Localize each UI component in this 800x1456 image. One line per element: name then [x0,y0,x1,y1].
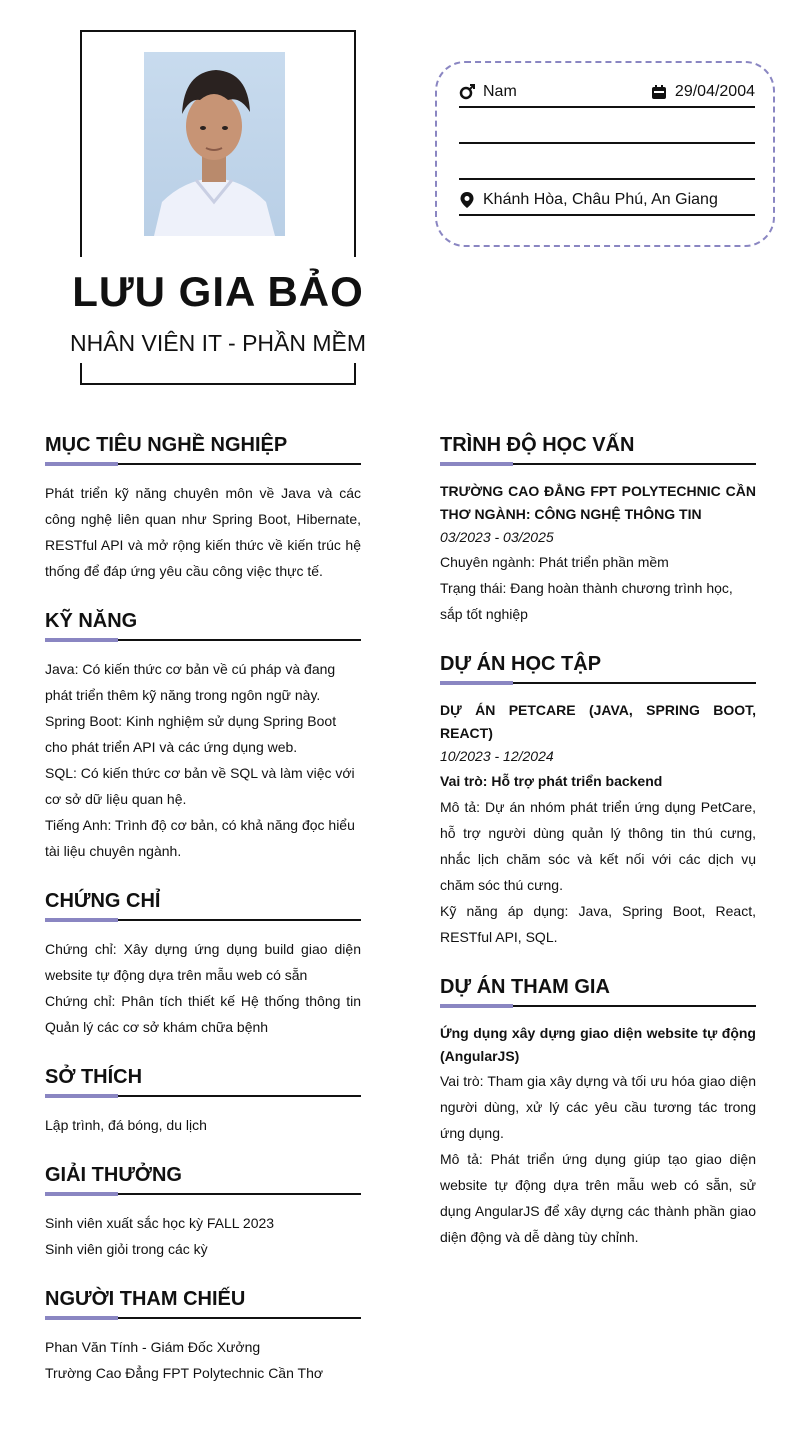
section-title: CHỨNG CHỈ [45,890,161,912]
info-divider [459,106,755,108]
contact-info-box [435,61,775,247]
frame-border-top [80,30,356,32]
info-divider [459,178,755,180]
skill-item: Spring Boot: Kinh nghiệm sử dụng Spring Boot cho phát triển API và các ứng dụng web. [45,713,337,755]
section-skills [45,608,361,864]
award-item: Sinh viên xuất sắc học kỳ FALL 2023 [45,1215,275,1231]
section-title: TRÌNH ĐỘ HỌC VẤN [440,434,635,456]
education-period: 03/2023 - 03/2025 [440,529,554,545]
email-row [459,155,755,175]
section-references [45,1286,361,1386]
section-objective [45,432,361,584]
section-rule [440,462,756,466]
reference-item: Trường Cao Đẳng FPT Polytechnic Cần Thơ [45,1365,324,1381]
skill-item: Tiếng Anh: Trình độ cơ bản, có khả năng đọc hiểu tài liệu chuyên ngành. [45,817,355,859]
section-rule [45,638,361,642]
section-awards [45,1162,361,1262]
project-role: Vai trò: Tham gia xây dựng và tối ưu hóa giao diện người dùng, xử lý các yêu cầu tương tác trong ứng dụng. [440,1073,756,1141]
hobbies-text: Lập trình, đá bóng, du lịch [45,1117,207,1133]
project-skills: Kỹ năng áp dụng: Java, Spring Boot, React, RESTful API, SQL. [440,903,756,945]
education-major: Chuyên ngành: Phát triển phần mềm [440,554,669,570]
section-joined-project [440,974,756,1250]
calendar-icon [651,84,667,100]
section-title: MỤC TIÊU NGHỀ NGHIỆP [45,434,288,456]
section-title: DỰ ÁN HỌC TẬP [440,653,602,675]
section-title: KỸ NĂNG [45,610,138,632]
address-value: Khánh Hòa, Châu Phú, An Giang [483,191,718,208]
section-study-project [440,651,756,950]
section-title: NGƯỜI THAM CHIẾU [45,1288,246,1310]
education-status: Trạng thái: Đang hoàn thành chương trình học, sắp tốt nghiệp [440,580,733,622]
location-pin-icon [459,191,475,209]
frame-border-right [354,30,356,257]
frame-border-bottom [80,383,356,385]
left-column [45,432,361,1410]
project-description: Mô tả: Phát triển ứng dụng giúp tạo giao diện website tự động dựa trên mẫu web có sẵn, sử dụng AngularJS để xây dựng các thành phần giao diện động và dễ dàng tùy chỉnh. [440,1151,756,1245]
phone-row [459,119,755,139]
section-hobbies [45,1064,361,1138]
candidate-name: LƯU GIA BẢO [72,268,364,315]
right-column [440,432,756,1274]
section-rule [440,681,756,685]
section-title: SỞ THÍCH [45,1066,143,1088]
section-title: DỰ ÁN THAM GIA [440,976,610,998]
frame-corner-left [80,363,82,385]
gender-icon [459,84,475,100]
project-description: Mô tả: Dự án nhóm phát triển ứng dụng PetCare, hỗ trợ người dùng quản lý thông tin thú cưng, nhắc lịch chăm sóc và kết nối với các dịch vụ chăm sóc thú cưng. [440,799,756,893]
section-rule [45,918,361,922]
birthdate-value: 29/04/2004 [674,83,755,100]
certificate-item: Chứng chỉ: Xây dựng ứng dụng build giao diện website tự động dựa trên mẫu web có sẵn [45,941,361,983]
project-name: Ứng dụng xây dựng giao diện website tự động (AngularJS) [440,1025,756,1064]
job-title: NHÂN VIÊN IT - PHẦN MỀM [69,330,367,356]
skill-item: SQL: Có kiến thức cơ bản về SQL và làm việc với cơ sở dữ liệu quan hệ. [45,765,355,807]
section-rule [45,1094,361,1098]
info-divider [459,142,755,144]
award-item: Sinh viên giỏi trong các kỳ [45,1241,208,1257]
frame-border-left [80,30,82,257]
section-rule [45,462,361,466]
frame-corner-right [354,363,356,385]
objective-text: Phát triển kỹ năng chuyên môn về Java và các công nghệ liên quan như Spring Boot, Hibernate, RESTful API và mở rộng kiến thức về kiến trúc hệ thống để đáp ứng yêu cầu công việc thực tế. [45,485,361,579]
section-rule [45,1192,361,1196]
project-name: DỰ ÁN PETCARE (JAVA, SPRING BOOT, REACT) [440,702,756,741]
info-divider [459,214,755,216]
certificate-item: Chứng chỉ: Phân tích thiết kế Hệ thống thông tin Quản lý các cơ sở khám chữa bệnh [45,993,361,1035]
gender-row [459,83,755,101]
section-certificates [45,888,361,1040]
section-title: GIẢI THƯỞNG [45,1164,182,1186]
reference-item: Phan Văn Tính - Giám Đốc Xưởng [45,1339,261,1355]
section-rule [45,1316,361,1320]
school-name: TRƯỜNG CAO ĐẲNG FPT POLYTECHNIC CẦN THƠ NGÀNH: CÔNG NGHỆ THÔNG TIN [440,483,756,522]
section-education [440,432,756,627]
address-row [459,191,755,209]
profile-photo [144,52,285,236]
project-role: Vai trò: Hỗ trợ phát triển backend [440,773,663,789]
project-period: 10/2023 - 12/2024 [440,748,554,764]
section-rule [440,1004,756,1008]
gender-value: Nam [483,83,517,100]
skill-item: Java: Có kiến thức cơ bản về cú pháp và đang phát triển thêm kỹ năng trong ngôn ngữ này. [45,661,336,703]
